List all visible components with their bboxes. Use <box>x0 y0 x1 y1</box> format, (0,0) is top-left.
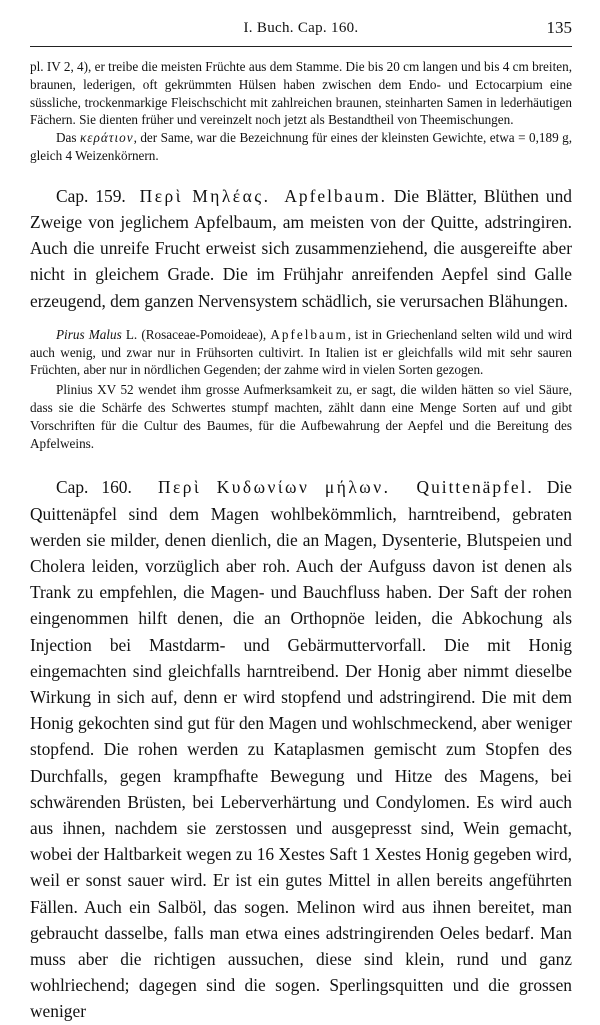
species-name: Pirus Malus <box>56 326 122 342</box>
previous-chapter-note-continuation: pl. IV 2, 4), er treibe die meisten Früchte aus dem Stamme. Die bis 20 cm langen und bis 4 cm breiten, braunen, lederigen, oft gekrümmten Hülsen haben zwischen dem Endo- und Ectocarpium eine süssliche, trockenmarkige Fleischschicht mit zahlreichen braunen, steinharten Samen in lederhäutigen Fächern. Sie dienten früher und vereinzelt noch jetzt als Bestandtheil von Theemischungen. <box>30 59 572 128</box>
chapter-160-label: Cap. 160. <box>56 477 132 498</box>
botanical-note-rest: , ist in Griechenland selten wild und wird auch wenig, und zwar nur in Frühsorten cultivirt. In Italien ist er gleichfalls wild mit sehr sauren Früchten, aber nur in nördlichen Gegenden; der zahme wird in vielen Sorten gezogen. <box>30 326 572 378</box>
keration-note <box>30 129 572 165</box>
chapter-159-body: Die Blätter, Blüthen und Zweige von jeglichem Apfelbaum, am meisten von der Quitte, adstringiren. Auch die unreife Frucht erweist sich zusammenziehend, die ausgereifte aber nicht in gleichem Grade. Die im Frühjahr anreifenden Aepfel sind Galle erzeugend, dem ganzen Nervensystem schädlich, sie verursachen Blähungen. <box>30 185 572 311</box>
chapter-159 <box>30 183 572 453</box>
chapter-159-botanical-note <box>30 326 572 379</box>
page-header <box>30 12 572 47</box>
chapter-160 <box>30 474 572 1024</box>
page-number: 135 <box>546 18 572 37</box>
common-name-apfelbaum: Apfelbaum <box>270 326 348 342</box>
chapter-160-greek-title: Περὶ Κυδωνίων μήλων. <box>157 477 391 498</box>
keration-greek-term: κεράτιον <box>79 130 134 146</box>
chapter-159-greek-title: Περὶ Μηλέας. <box>139 185 271 206</box>
running-head: I. Buch. Cap. 160. <box>243 20 359 36</box>
keration-note-post: , der Same, war die Bezeichnung für eines der kleinsten Gewichte, etwa = 0,189 g, gleich 4 Weizenkörnern. <box>30 130 573 163</box>
species-author-family: L. (Rosaceae-Pomoideae), <box>121 326 271 342</box>
chapter-159-label: Cap. 159. <box>56 185 126 206</box>
chapter-159-german-title: Apfelbaum. <box>284 185 387 206</box>
chapter-160-text <box>30 474 572 1024</box>
chapter-159-text <box>30 183 572 314</box>
chapter-160-german-title: Quittenäpfel. <box>416 477 534 498</box>
chapter-160-body: Die Quittenäpfel sind dem Magen wohlbekömmlich, harntreibend, gebraten werden sie milder, denen dienlich, die an Magen, Dysenterie, Blutspeien und Cholera leiden, vorzüglich aber roh. Auch der Aufguss davon ist denen als Trank zu empfehlen, die Magen- und Bauchfluss haben. Der Saft der rohen eingenommen hilft denen, die an Orthopnöe leiden, die Abkochung als Injection bei Mastdarm- und Gebärmuttervorfall. Die mit Honig eingemachten sind gleichfalls harntreibend. Der Honig aber nimmt dieselbe Wirkung in sich auf, denn er wird stopfend und adstringirend. Die mit dem Honig gekochten sind gut für den Magen und wohlschmeckend, aber weniger stopfend. Die rohen werden zu Kataplasmen gemischt zum Stopfen des Durchfalls, gegen krampfhafte Bewegung und Hitze des Magens, bei schwärenden Brüsten, bei Leberverhärtung und Condylomen. Es wird auch aus ihnen, nachdem sie zerstossen und ausgepresst sind, Wein gemacht, wobei der Haltbarkeit wegen zu 16 Xestes Saft 1 Xestes Honig gegeben wird, weil er sonst sauer wird. Er ist ein gutes Mittel in allen bereits angeführten Fällen. Auch ein Salböl, das sogen. Melinon wird aus ihnen bereitet, man gebraucht dasselbe, falls man etwa eines adstringirenden Oeles bedarf. Man muss aber die richtigen aussuchen, diese sind klein, rund und ganz wohlriechend; dagegen sind die sogen. Sperlingsquitten und die grossen weniger <box>30 477 572 1022</box>
keration-note-pre: Das <box>56 130 77 146</box>
chapter-159-plinius-note: Plinius XV 52 wendet ihm grosse Aufmerksamkeit zu, er sagt, die wilden hätten so viel Säure, dass sie die Schärfe des Schwertes stumpf machten, zählt dann eine Menge Sorten auf und gibt Vorschriften für die Cultur des Baumes, für die Aufbewahrung der Aepfel und die Bereitung des Apfelweins. <box>30 382 572 451</box>
page-content <box>30 58 572 1025</box>
